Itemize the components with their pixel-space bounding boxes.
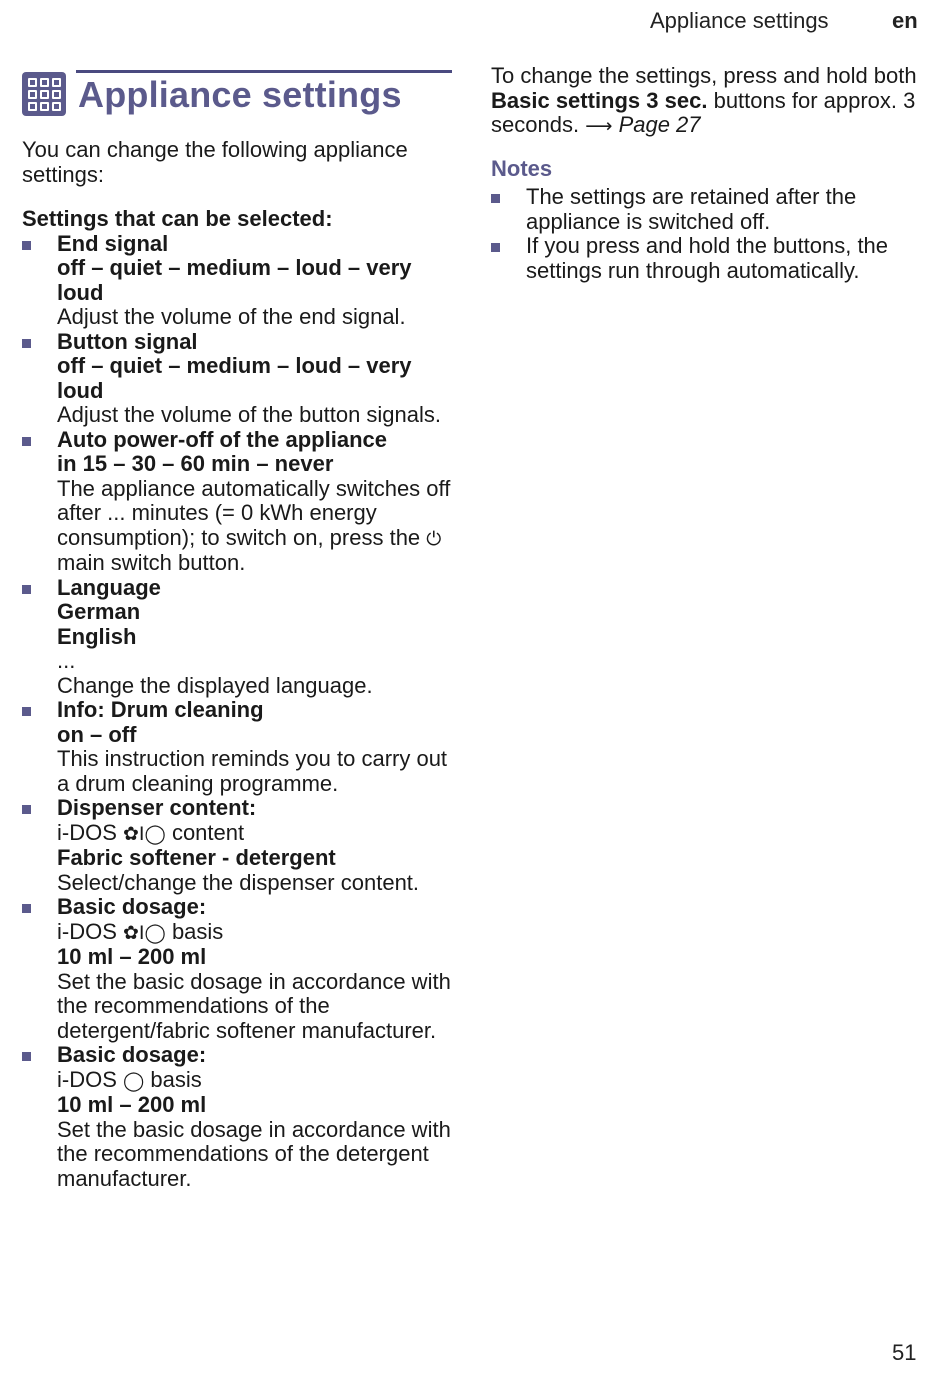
notes-list [491, 185, 921, 283]
setting-option: English [57, 623, 137, 649]
note-text: The settings are retained after the appliance is switched off. [526, 184, 857, 234]
setting-options: off – quiet – medium – loud – very loud [57, 255, 412, 305]
arrow-icon: ⟶ [585, 115, 613, 137]
softener-detergent-icon: ✿I◯ [123, 822, 166, 845]
running-header-section: Appliance settings [650, 8, 829, 33]
description-part: The appliance automatically switches off after ... minutes (= 0 kWh energy consumption); to switch on, press the [57, 475, 451, 550]
idos-label: i-DOS [57, 1066, 117, 1092]
setting-ellipsis: ... [57, 648, 76, 673]
bullet-icon [22, 805, 31, 814]
list-item-drum-cleaning [22, 698, 452, 796]
bullet-icon [491, 194, 500, 203]
list-item-language [22, 576, 452, 699]
setting-title: Basic dosage: [57, 894, 207, 919]
softener-detergent-icon: ✿I◯ [123, 921, 166, 944]
settings-list [22, 232, 452, 1192]
note-item [491, 185, 921, 234]
list-item-dispenser-content [22, 796, 452, 895]
left-column [22, 70, 452, 1191]
setting-description: Set the basic dosage in accordance with the recommendations of the detergent/fabric softener manufacturer. [57, 968, 451, 1043]
description-part: main switch button. [57, 550, 246, 575]
setting-options: in 15 – 30 – 60 min – never [57, 451, 334, 476]
setting-title: End signal [57, 230, 169, 256]
setting-option: German [57, 599, 141, 624]
setting-line [57, 1068, 452, 1094]
setting-description: Adjust the volume of the button signals. [57, 402, 442, 427]
line-suffix: basis [150, 1066, 202, 1092]
bullet-icon [22, 241, 31, 250]
page-number: 51 [892, 1340, 917, 1365]
setting-title: Dispenser content: [57, 795, 257, 820]
bullet-icon [22, 904, 31, 913]
notes-heading: Notes [491, 155, 553, 181]
intro-part: To change the settings, press and hold both [491, 63, 917, 88]
bullet-icon [491, 243, 500, 252]
title-rule [76, 70, 452, 73]
page-reference-link[interactable]: Page 27 [618, 112, 701, 137]
basic-settings-button-label: Basic settings 3 sec. [491, 87, 708, 113]
setting-title: Info: Drum cleaning [57, 697, 264, 722]
setting-options: Fabric softener - detergent [57, 845, 336, 870]
list-item-button-signal [22, 330, 452, 428]
setting-title: Button signal [57, 328, 198, 354]
setting-title: Language [57, 574, 161, 600]
list-item-basic-dosage-both [22, 895, 452, 1043]
setting-description [57, 477, 452, 576]
setting-title: Basic dosage: [57, 1042, 207, 1067]
settings-subheading: Settings that can be selected: [22, 206, 333, 231]
setting-options: 10 ml – 200 ml [57, 1092, 207, 1117]
setting-description: Change the displayed language. [57, 672, 373, 698]
list-item-end-signal [22, 232, 452, 330]
line-suffix: basis [171, 918, 224, 944]
right-column [491, 64, 921, 283]
setting-description: This instruction reminds you to carry out a drum cleaning programme. [57, 746, 448, 796]
line-suffix: content [171, 819, 245, 845]
power-switch-icon: ⏻ [426, 527, 442, 550]
setting-title: Auto power-off of the appliance [57, 426, 387, 452]
list-item-auto-power-off [22, 428, 452, 576]
idos-label: i-DOS [57, 819, 117, 845]
setting-options: on – off [57, 721, 137, 747]
page-title: Appliance settings [78, 74, 402, 115]
setting-line [57, 920, 452, 946]
intro-text: You can change the following appliance settings: [22, 137, 408, 187]
setting-description: Select/change the dispenser content. [57, 869, 420, 895]
bullet-icon [22, 437, 31, 446]
setting-options: 10 ml – 200 ml [57, 944, 207, 969]
change-settings-text [491, 64, 921, 139]
running-header-language: en [892, 8, 918, 33]
detergent-drop-icon: ◯ [123, 1069, 145, 1092]
idos-label: i-DOS [57, 918, 117, 944]
bullet-icon [22, 339, 31, 348]
setting-description: Adjust the volume of the end signal. [57, 304, 406, 329]
setting-options: off – quiet – medium – loud – very loud [57, 353, 412, 403]
list-item-basic-dosage-detergent [22, 1043, 452, 1191]
note-item [491, 234, 921, 283]
note-text: If you press and hold the buttons, the settings run through automatically. [526, 233, 889, 283]
bullet-icon [22, 1052, 31, 1061]
setting-line [57, 821, 452, 847]
intro-part: buttons for approx. 3 seconds. [491, 87, 916, 137]
setting-description: Set the basic dosage in accordance with the recommendations of the detergent manufacturer. [57, 1116, 451, 1191]
title-block [22, 70, 452, 122]
bullet-icon [22, 585, 31, 594]
bullet-icon [22, 707, 31, 716]
settings-grid-icon [22, 72, 66, 116]
